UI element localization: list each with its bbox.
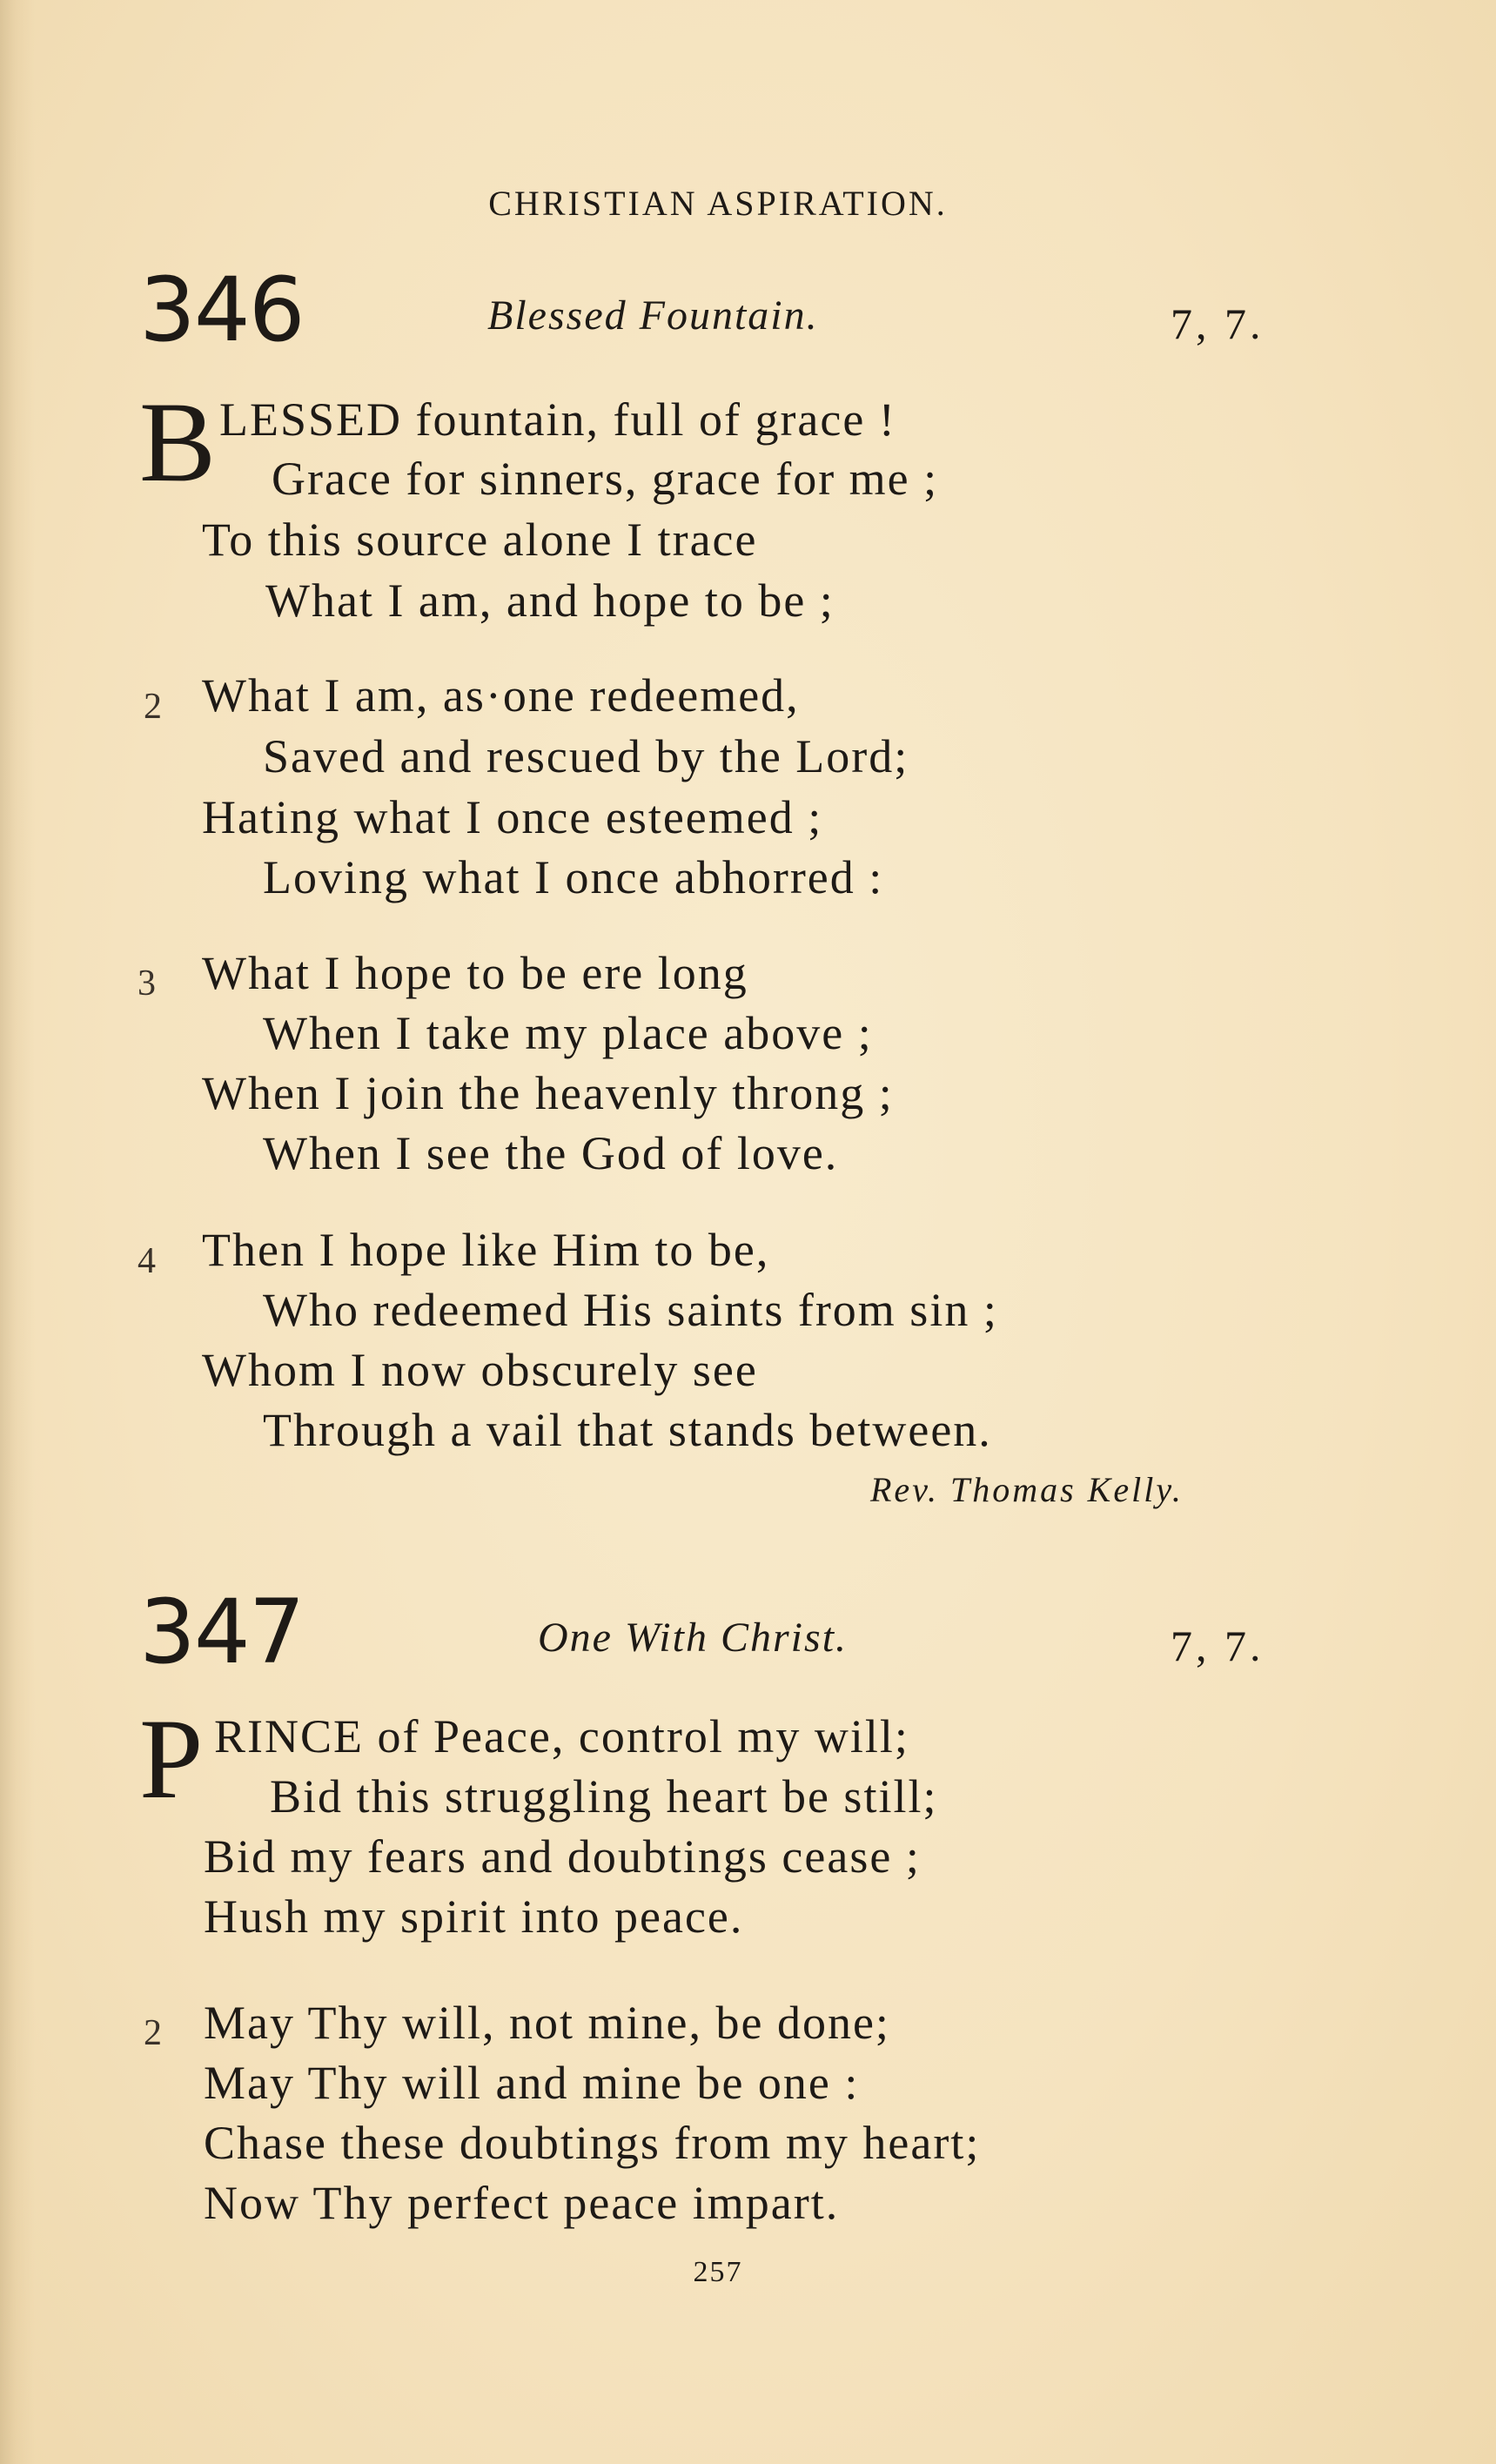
verse-line: When I see the God of love.	[263, 1127, 839, 1179]
verse-line: Who redeemed His saints from sin ;	[263, 1284, 998, 1336]
stanza-number: 2	[144, 687, 162, 727]
verse-line: Chase these doubtings from my heart;	[204, 2117, 981, 2169]
verse-line: Whom I now obscurely see	[202, 1344, 758, 1396]
hymn-meter: 7, 7.	[1171, 1621, 1265, 1670]
verse-line: When I join the heavenly throng ;	[202, 1067, 894, 1119]
drop-cap: P	[139, 1695, 204, 1823]
verse-line: Hush my spirit into peace.	[204, 1890, 744, 1943]
verse-line: What I hope to be ere long	[202, 947, 748, 999]
hymn-number: 347	[139, 1581, 304, 1684]
first-line: RINCE of Peace, control my will;	[214, 1710, 909, 1762]
stanza-number: 3	[138, 963, 156, 1004]
drop-cap: B	[139, 378, 217, 506]
verse-line: May Thy will, not mine, be done;	[204, 1997, 890, 2049]
hymn-author: Rev. Thomas Kelly.	[870, 1470, 1184, 1509]
hymn-number: 346	[139, 258, 304, 362]
verse-line: What I am, as·one redeemed,	[202, 669, 800, 722]
hymn-meter: 7, 7.	[1171, 299, 1265, 348]
page-number: 257	[693, 2256, 743, 2288]
verse-line: Saved and rescued by the Lord;	[263, 730, 909, 782]
verse-line: Grace for sinners, grace for me ;	[272, 453, 939, 505]
verse-line: Now Thy perfect peace impart.	[204, 2177, 840, 2229]
page-header: CHRISTIAN ASPIRATION.	[488, 184, 948, 223]
stanza-number: 4	[138, 1241, 156, 1281]
verse-line: When I take my place above ;	[263, 1007, 873, 1059]
verse-line: Bid my fears and doubtings cease ;	[204, 1830, 921, 1883]
verse-line: Through a vail that stands between.	[263, 1404, 992, 1456]
verse-line: Then I hope like Him to be,	[202, 1224, 770, 1276]
verse-line: May Thy will and mine be one :	[204, 2057, 860, 2109]
verse-line: To this source alone I trace	[202, 514, 758, 566]
stanza-number: 2	[144, 2013, 162, 2053]
verse-line: What I am, and hope to be ;	[265, 574, 835, 627]
verse-line: Bid this struggling heart be still;	[270, 1770, 938, 1823]
hymn-title: Blessed Fountain.	[487, 292, 819, 339]
hymn-title: One With Christ.	[538, 1615, 849, 1661]
verse-line: Loving what I once abhorred :	[263, 851, 884, 903]
verse-line: Hating what I once esteemed ;	[202, 791, 823, 843]
first-line: LESSED fountain, full of grace !	[219, 393, 896, 446]
